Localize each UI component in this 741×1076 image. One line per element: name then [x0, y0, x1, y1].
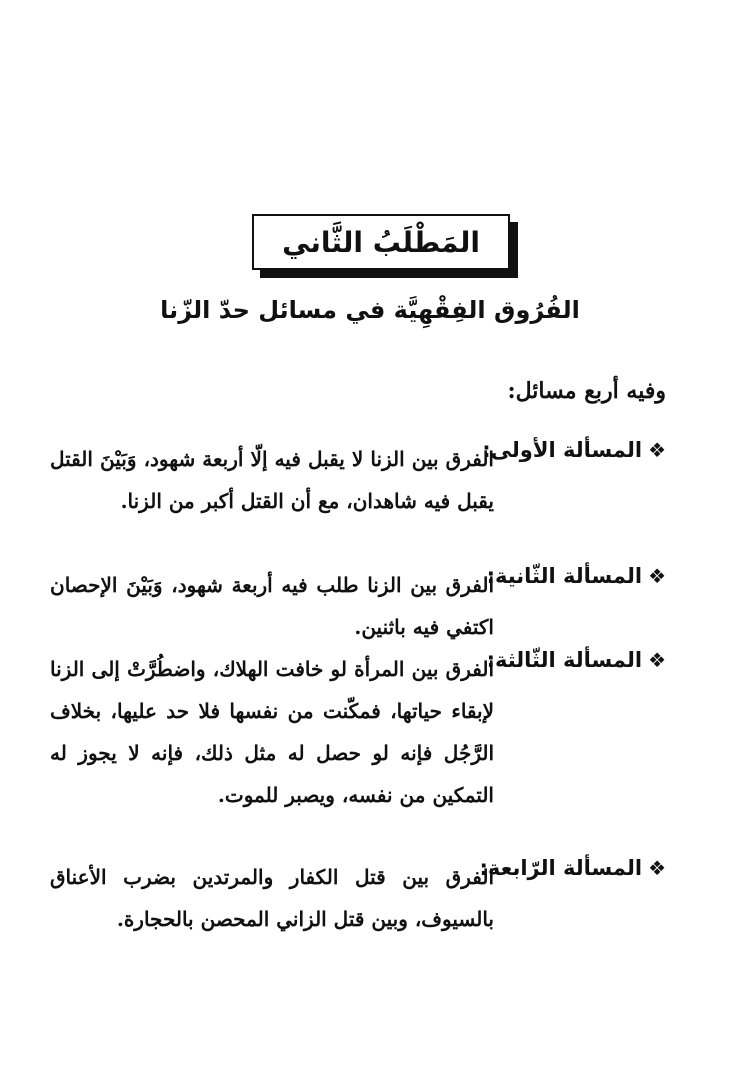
- diamond-bullet-icon: ❖: [648, 564, 666, 588]
- issue-body: الفرق بين قتل الكفار والمرتدين بضرب الأعناق بالسيوف، وبين قتل الزاني المحصن بالحجارة.: [50, 865, 494, 931]
- issue-4: [50, 856, 666, 986]
- issue-heading: [482, 438, 666, 462]
- intro-text: وفيه أربع مسائل:: [507, 378, 666, 404]
- diamond-bullet-icon: ❖: [648, 856, 666, 880]
- diamond-bullet-icon: ❖: [648, 648, 666, 672]
- issue-1: [50, 438, 666, 568]
- issue-body: الفرق بين المرأة لو خافت الهلاك، واضطُرَّتْ إلى الزنا لإبقاء حياتها، فمكّنت من نفسها فلا حد عليها، بخلاف الرَّجُل فإنه لو حصل له مثل ذلك، فإنه لا يجوز له التمكين من نفسه، ويصبر للموت.: [50, 657, 494, 807]
- issue-2: [50, 564, 666, 654]
- section-title: المَطْلَبُ الثَّاني: [282, 225, 480, 259]
- section-title-box: [252, 214, 514, 274]
- issue-heading: [486, 564, 666, 588]
- diamond-bullet-icon: ❖: [648, 438, 666, 462]
- issue-heading-label: المسألة الثّانية:: [486, 564, 643, 588]
- issue-heading-label: المسألة الرّابعة:: [479, 856, 643, 880]
- title-box-frame: [252, 214, 510, 270]
- section-subtitle: الفُرُوق الفِقْهِيَّة في مسائل حدّ الزّنا: [160, 296, 580, 324]
- issue-3: [50, 648, 666, 858]
- issue-body: الفرق بين الزنا لا يقبل فيه إلّا أربعة شهود، وَبَيْنَ القتل يقبل فيه شاهدان، مع أن القتل أكبر من الزنا.: [50, 447, 494, 513]
- issue-heading: [479, 856, 666, 880]
- issue-body: الفرق بين الزنا طلب فيه أربعة شهود، وَبَيْنَ الإحصان اكتفي فيه باثنين.: [50, 573, 494, 639]
- issue-heading: [486, 648, 666, 672]
- issue-heading-label: المسألة الأولى:: [482, 438, 643, 462]
- issue-heading-label: المسألة الثّالثة:: [486, 648, 643, 672]
